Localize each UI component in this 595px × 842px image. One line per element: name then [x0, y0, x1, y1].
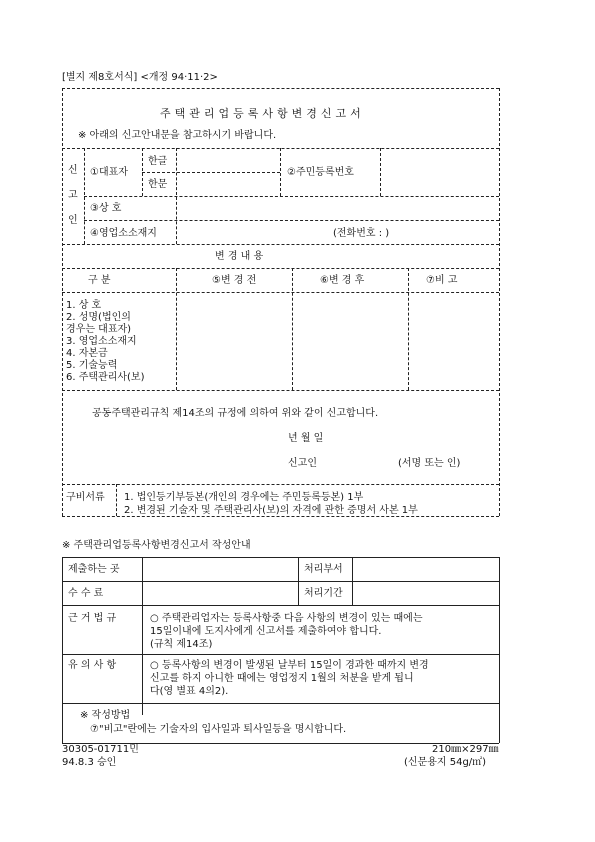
caution-label: 유 의 사 항	[68, 660, 117, 671]
form-code: 30305-01711민	[62, 744, 139, 755]
after-col-header: ⑥변 경 후	[320, 275, 365, 286]
guide-title: ※ 주택관리업등록사항변경신고서 작성안내	[62, 540, 251, 551]
hangul-label: 한글	[148, 156, 168, 167]
change-content-heading: 변 경 내 용	[215, 251, 264, 262]
submit-to-label: 제출하는 곳	[68, 564, 120, 575]
fee-label: 수 수 료	[68, 588, 104, 599]
document-item: 1. 법인등기부등본(개인의 경우에는 주민등록등본) 1부	[124, 492, 364, 503]
category-col-header: 구 분	[88, 275, 111, 286]
list-item: 경우는 대표자)	[66, 324, 132, 335]
list-item: 4. 자본금	[66, 348, 108, 359]
caution-line: 다(영 별표 4의2).	[150, 686, 229, 697]
hanja-label: 한문	[148, 179, 168, 190]
caution-line: 신고를 하지 아니한 때에는 영업정지 1월의 처분을 받게 됩니	[150, 673, 414, 684]
period-label: 처리기간	[304, 588, 343, 599]
documents-label: 구비서류	[66, 492, 105, 503]
caution-line: ○ 등록사항의 변경이 발생된 날부터 15일이 경과한 때까지 변경	[150, 660, 429, 671]
rrn-label: ②주민등록번호	[287, 167, 354, 178]
paper-size: 210㎜×297㎜	[432, 744, 499, 755]
legal-basis-line: (규칙 제14조)	[150, 639, 213, 650]
date-line: 년 월 일	[288, 433, 324, 444]
reporter-label: 신고인	[288, 458, 317, 469]
list-item: 6. 주택관리사(보)	[66, 372, 145, 383]
company-name-label: ③상 호	[90, 203, 122, 214]
list-item: 3. 영업소소재지	[66, 336, 137, 347]
list-item: 1. 상 호	[66, 300, 102, 311]
department-label: 처리부서	[304, 564, 343, 575]
side-label-1: 신	[68, 165, 78, 176]
writing-method-title: ※ 작성방법	[80, 710, 131, 721]
form-title: 주택관리업등록사항변경신고서	[160, 107, 365, 120]
list-item: 2. 성명(법인의	[66, 312, 131, 323]
representative-label: ①대표자	[90, 167, 128, 178]
side-label-3: 인	[68, 215, 78, 226]
side-label-2: 고	[68, 190, 78, 201]
form-header: [별지 제8호서식] <개정 94·11·2>	[62, 72, 218, 83]
remark-col-header: ⑦비 고	[426, 275, 458, 286]
before-col-header: ⑤변 경 전	[212, 275, 257, 286]
notice-text: ※ 아래의 신고안내문을 참고하시기 바랍니다.	[78, 130, 277, 141]
office-address-label: ④영업소소재지	[90, 228, 157, 239]
writing-method-text: ⑦"비고"란에는 기술자의 입사일과 퇴사일등을 명시합니다.	[90, 724, 347, 735]
list-item: 5. 기술능력	[66, 360, 118, 371]
signature-label: (서명 또는 인)	[398, 458, 461, 469]
declaration-text: 공동주택관리규칙 제14조의 규정에 의하여 위와 같이 신고합니다.	[92, 408, 379, 419]
paper-type: (신문용지 54g/㎡)	[404, 757, 487, 768]
legal-basis-label: 근 거 법 규	[68, 613, 117, 624]
approval-date: 94.8.3 승인	[62, 757, 117, 768]
phone-field: (전화번호 : )	[333, 228, 390, 239]
legal-basis-line: ○ 주택관리업자는 등록사항중 다음 사항의 변경이 있는 때에는	[150, 613, 423, 624]
document-item: 2. 변경된 기술자 및 주택관리사(보)의 자격에 관한 증명서 사본 1부	[124, 505, 418, 516]
legal-basis-line: 15일이내에 도지사에게 신고서를 제출하여야 합니다.	[150, 626, 382, 637]
